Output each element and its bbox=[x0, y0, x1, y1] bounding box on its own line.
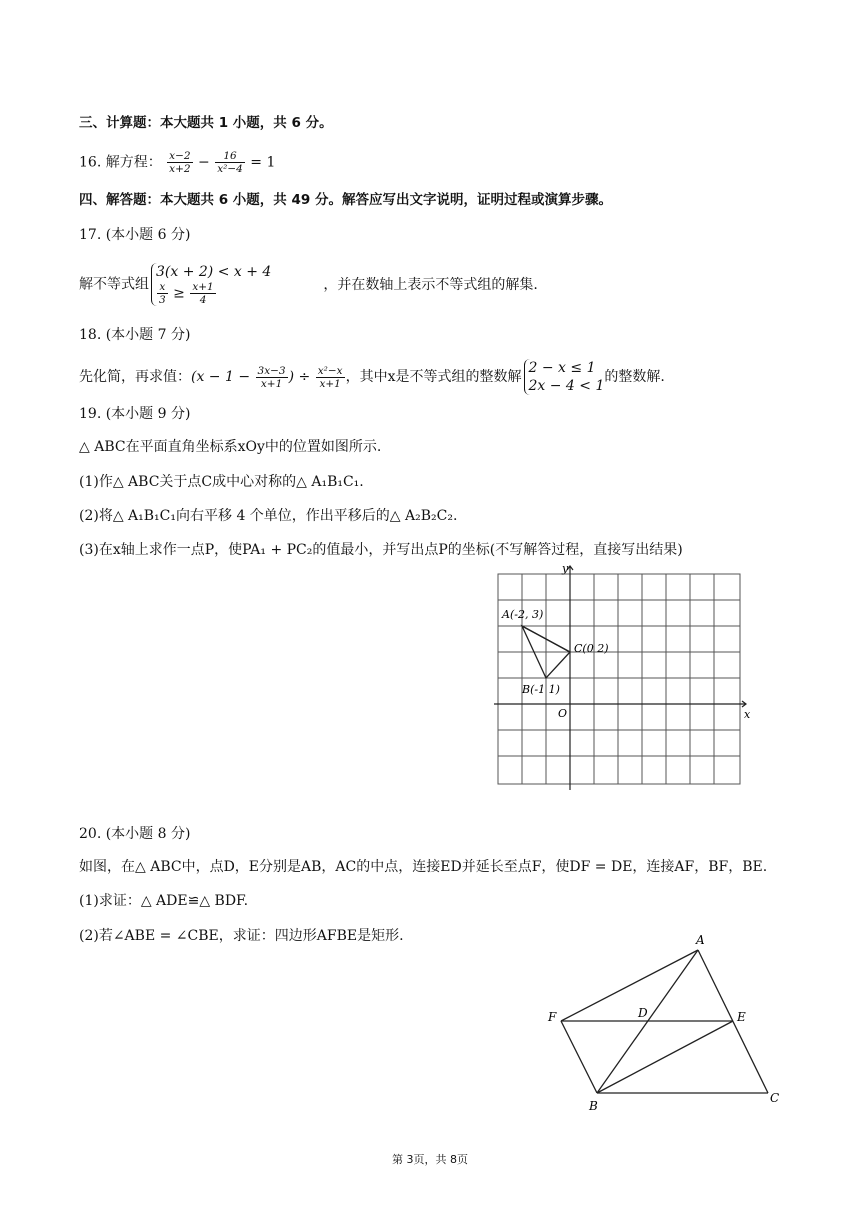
label-e: E bbox=[737, 1010, 746, 1024]
q18-body bbox=[79, 358, 665, 396]
q19-label: 19. (本小题 9 分) bbox=[79, 406, 191, 422]
q19-grid bbox=[498, 574, 740, 784]
segment-be bbox=[597, 1021, 733, 1093]
q19-intro: △ ABC在平面直角坐标系xOy中的位置如图所示. bbox=[79, 439, 382, 455]
q19-part1: (1)作△ ABC关于点C成中心对称的△ A₁B₁C₁. bbox=[79, 474, 364, 490]
label-a: A bbox=[696, 933, 705, 947]
label-origin: O bbox=[558, 707, 568, 720]
q18-label: 18. (本小题 7 分) bbox=[79, 327, 191, 343]
q20-geometry-figure bbox=[540, 930, 790, 1115]
q16-fraction-2: $\frac{16}{\text{x²−4}}$ bbox=[217, 150, 243, 175]
q16-fraction-1: $\frac{x-2}{x+2}$ bbox=[169, 150, 191, 175]
q16-minus: − bbox=[198, 154, 210, 171]
segment-bf bbox=[561, 1021, 597, 1093]
q20-part2: (2)若∠ABE = ∠CBE，求证：四边形AFBE是矩形. bbox=[79, 928, 404, 944]
q17-prefix: 解不等式组 bbox=[79, 276, 149, 293]
label-d: D bbox=[638, 1006, 648, 1020]
q18-expr-b: ) ÷ bbox=[288, 369, 311, 385]
q18-expr-a: (x − 1 − bbox=[191, 369, 251, 385]
q16-label: 16. 解方程： bbox=[79, 154, 162, 171]
section3-heading: 三、计算题：本大题共 1 小题，共 6 分。 bbox=[79, 115, 333, 131]
q17-ineq1: 3(x + 2) < x + 4 bbox=[156, 264, 272, 280]
q17-label: 17. (本小题 6 分) bbox=[79, 227, 191, 243]
q17-ineq2: $\frac{x}{3}$ ≥ $\frac{x+1}{4}$ bbox=[159, 281, 214, 306]
q16-rhs: = 1 bbox=[250, 154, 276, 171]
label-x-axis: x bbox=[744, 708, 751, 721]
label-f: F bbox=[548, 1010, 557, 1024]
q20-intro: 如图，在△ ABC中，点D，E分别是AB，AC的中点，连接ED并延长至点F，使DF = DE，连接AF，BF，BE. bbox=[79, 859, 768, 875]
label-point-a: A(-2, 3) bbox=[502, 608, 544, 621]
q19-coordinate-figure bbox=[490, 560, 760, 792]
q19-part2: (2)将△ A₁B₁C₁向右平移 4 个单位，作出平移后的△ A₂B₂C₂. bbox=[79, 508, 458, 524]
q16-line bbox=[79, 150, 275, 175]
label-point-c: C(0 2) bbox=[574, 642, 609, 655]
q18-suffix: 的整数解. bbox=[604, 369, 665, 385]
segment-af bbox=[561, 950, 698, 1021]
label-b: B bbox=[589, 1099, 598, 1113]
page-footer: 第 3页，共 8页 bbox=[392, 1153, 468, 1166]
q17-suffix: ，并在数轴上表示不等式组的解集. bbox=[323, 276, 538, 293]
label-y-axis: y bbox=[562, 562, 569, 575]
label-c: C bbox=[770, 1091, 780, 1105]
q18-system: 2 − x ≤ 1 2x − 4 < 1 bbox=[524, 359, 605, 395]
q19-part3: (3)在x轴上求作一点P，使PA₁ + PC₂的值最小，并写出点P的坐标(不写解答过程，直接写出结果) bbox=[79, 542, 683, 558]
q18-fraction-2: $\frac{\text{x²−x}}{x+1}$ bbox=[317, 364, 343, 390]
q18-fraction-1: $\frac{3x-3}{x+1}$ bbox=[257, 364, 286, 390]
q18-mid: ，其中x是不等式组的整数解 bbox=[345, 369, 522, 385]
q17-body bbox=[79, 263, 538, 306]
q20-label: 20. (本小题 8 分) bbox=[79, 826, 191, 842]
q20-part1: (1)求证：△ ADE≌△ BDF. bbox=[79, 893, 249, 909]
section4-heading: 四、解答题：本大题共 6 小题，共 49 分。解答应写出文字说明，证明过程或演算步骤。 bbox=[79, 192, 612, 208]
label-point-b: B(-1 1) bbox=[522, 683, 560, 696]
q17-system bbox=[151, 263, 271, 306]
q18-prefix: 先化简，再求值： bbox=[79, 369, 191, 385]
